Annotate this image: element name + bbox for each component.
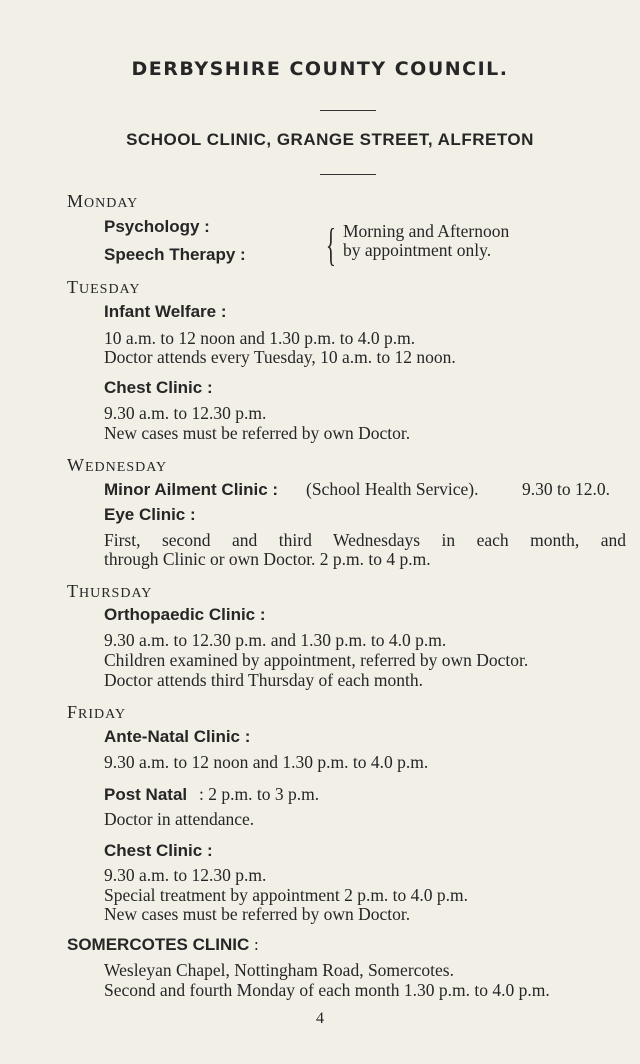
somercotes-schedule: Second and fourth Monday of each month 1.30 p.m. to 4.0 p.m. [104, 980, 550, 1000]
orthopaedic-doctor: Doctor attends third Thursday of each month. [104, 670, 423, 690]
monday-note-line2: by appointment only. [343, 240, 492, 260]
label-post-natal: Post Natal [104, 785, 188, 804]
divider-rule-top [320, 110, 376, 111]
label-psychology: Psychology : [104, 217, 210, 236]
day-heading-tuesday: TUESDAY [67, 277, 141, 297]
label-speech-therapy: Speech Therapy : [104, 245, 246, 264]
eye-clinic-details [104, 532, 626, 550]
chest-clinic-tuesday-hours: 9.30 a.m. to 12.30 p.m. [104, 403, 267, 423]
chest-clinic-friday-note: New cases must be referred by own Doctor. [104, 904, 411, 924]
brace-symbol: { [326, 219, 336, 270]
monday-note-line1: Morning and Afternoon [343, 221, 510, 241]
label-eye-clinic: Eye Clinic : [104, 505, 196, 524]
label-infant-welfare: Infant Welfare : [104, 302, 227, 321]
divider-rule-bottom [320, 174, 376, 175]
clinic-title: SCHOOL CLINIC, GRANGE STREET, ALFRETON [126, 130, 534, 149]
day-heading-wednesday: WEDNESDAY [67, 455, 168, 475]
ante-natal-hours: 9.30 a.m. to 12 noon and 1.30 p.m. to 4.0 p.m. [104, 752, 429, 772]
label-ante-natal-clinic: Ante-Natal Clinic : [104, 727, 251, 746]
post-natal-hours: : 2 p.m. to 3 p.m. [199, 784, 320, 804]
minor-ailment-time: 9.30 to 12.0. [522, 479, 610, 499]
label-minor-ailment-clinic: Minor Ailment Clinic : [104, 480, 279, 499]
somercotes-location: Wesleyan Chapel, Nottingham Road, Somercotes. [104, 960, 454, 980]
minor-ailment-service: (School Health Service). [306, 479, 479, 499]
infant-welfare-doctor: Doctor attends every Tuesday, 10 a.m. to 12 noon. [104, 347, 456, 367]
orthopaedic-hours: 9.30 a.m. to 12.30 p.m. and 1.30 p.m. to 4.0 p.m. [104, 630, 447, 650]
chest-clinic-tuesday-note: New cases must be referred by own Doctor. [104, 423, 411, 443]
day-heading-monday: MONDAY [67, 191, 139, 211]
page-number: 4 [316, 1010, 324, 1027]
post-natal-doctor: Doctor in attendance. [104, 809, 255, 829]
label-orthopaedic-clinic: Orthopaedic Clinic : [104, 605, 266, 624]
chest-clinic-friday-special: Special treatment by appointment 2 p.m. to 4.0 p.m. [104, 885, 469, 905]
orthopaedic-referral: Children examined by appointment, referred by own Doctor. [104, 650, 529, 670]
day-heading-friday: FRIDAY [67, 702, 127, 722]
day-heading-thursday: THURSDAY [67, 581, 153, 601]
label-chest-clinic-tuesday: Chest Clinic : [104, 378, 213, 397]
label-somercotes-clinic: SOMERCOTES CLINIC : [67, 935, 259, 954]
chest-clinic-friday-hours: 9.30 a.m. to 12.30 p.m. [104, 865, 267, 885]
infant-welfare-hours: 10 a.m. to 12 noon and 1.30 p.m. to 4.0 p.m. [104, 328, 416, 348]
eye-clinic-line1: First, second and third Wednesdays in each month, and [104, 530, 626, 550]
eye-clinic-line2: through Clinic or own Doctor. 2 p.m. to 4 p.m. [104, 549, 431, 569]
council-heading: DERBYSHIRE COUNTY COUNCIL. [131, 58, 509, 80]
label-chest-clinic-friday: Chest Clinic : [104, 841, 213, 860]
